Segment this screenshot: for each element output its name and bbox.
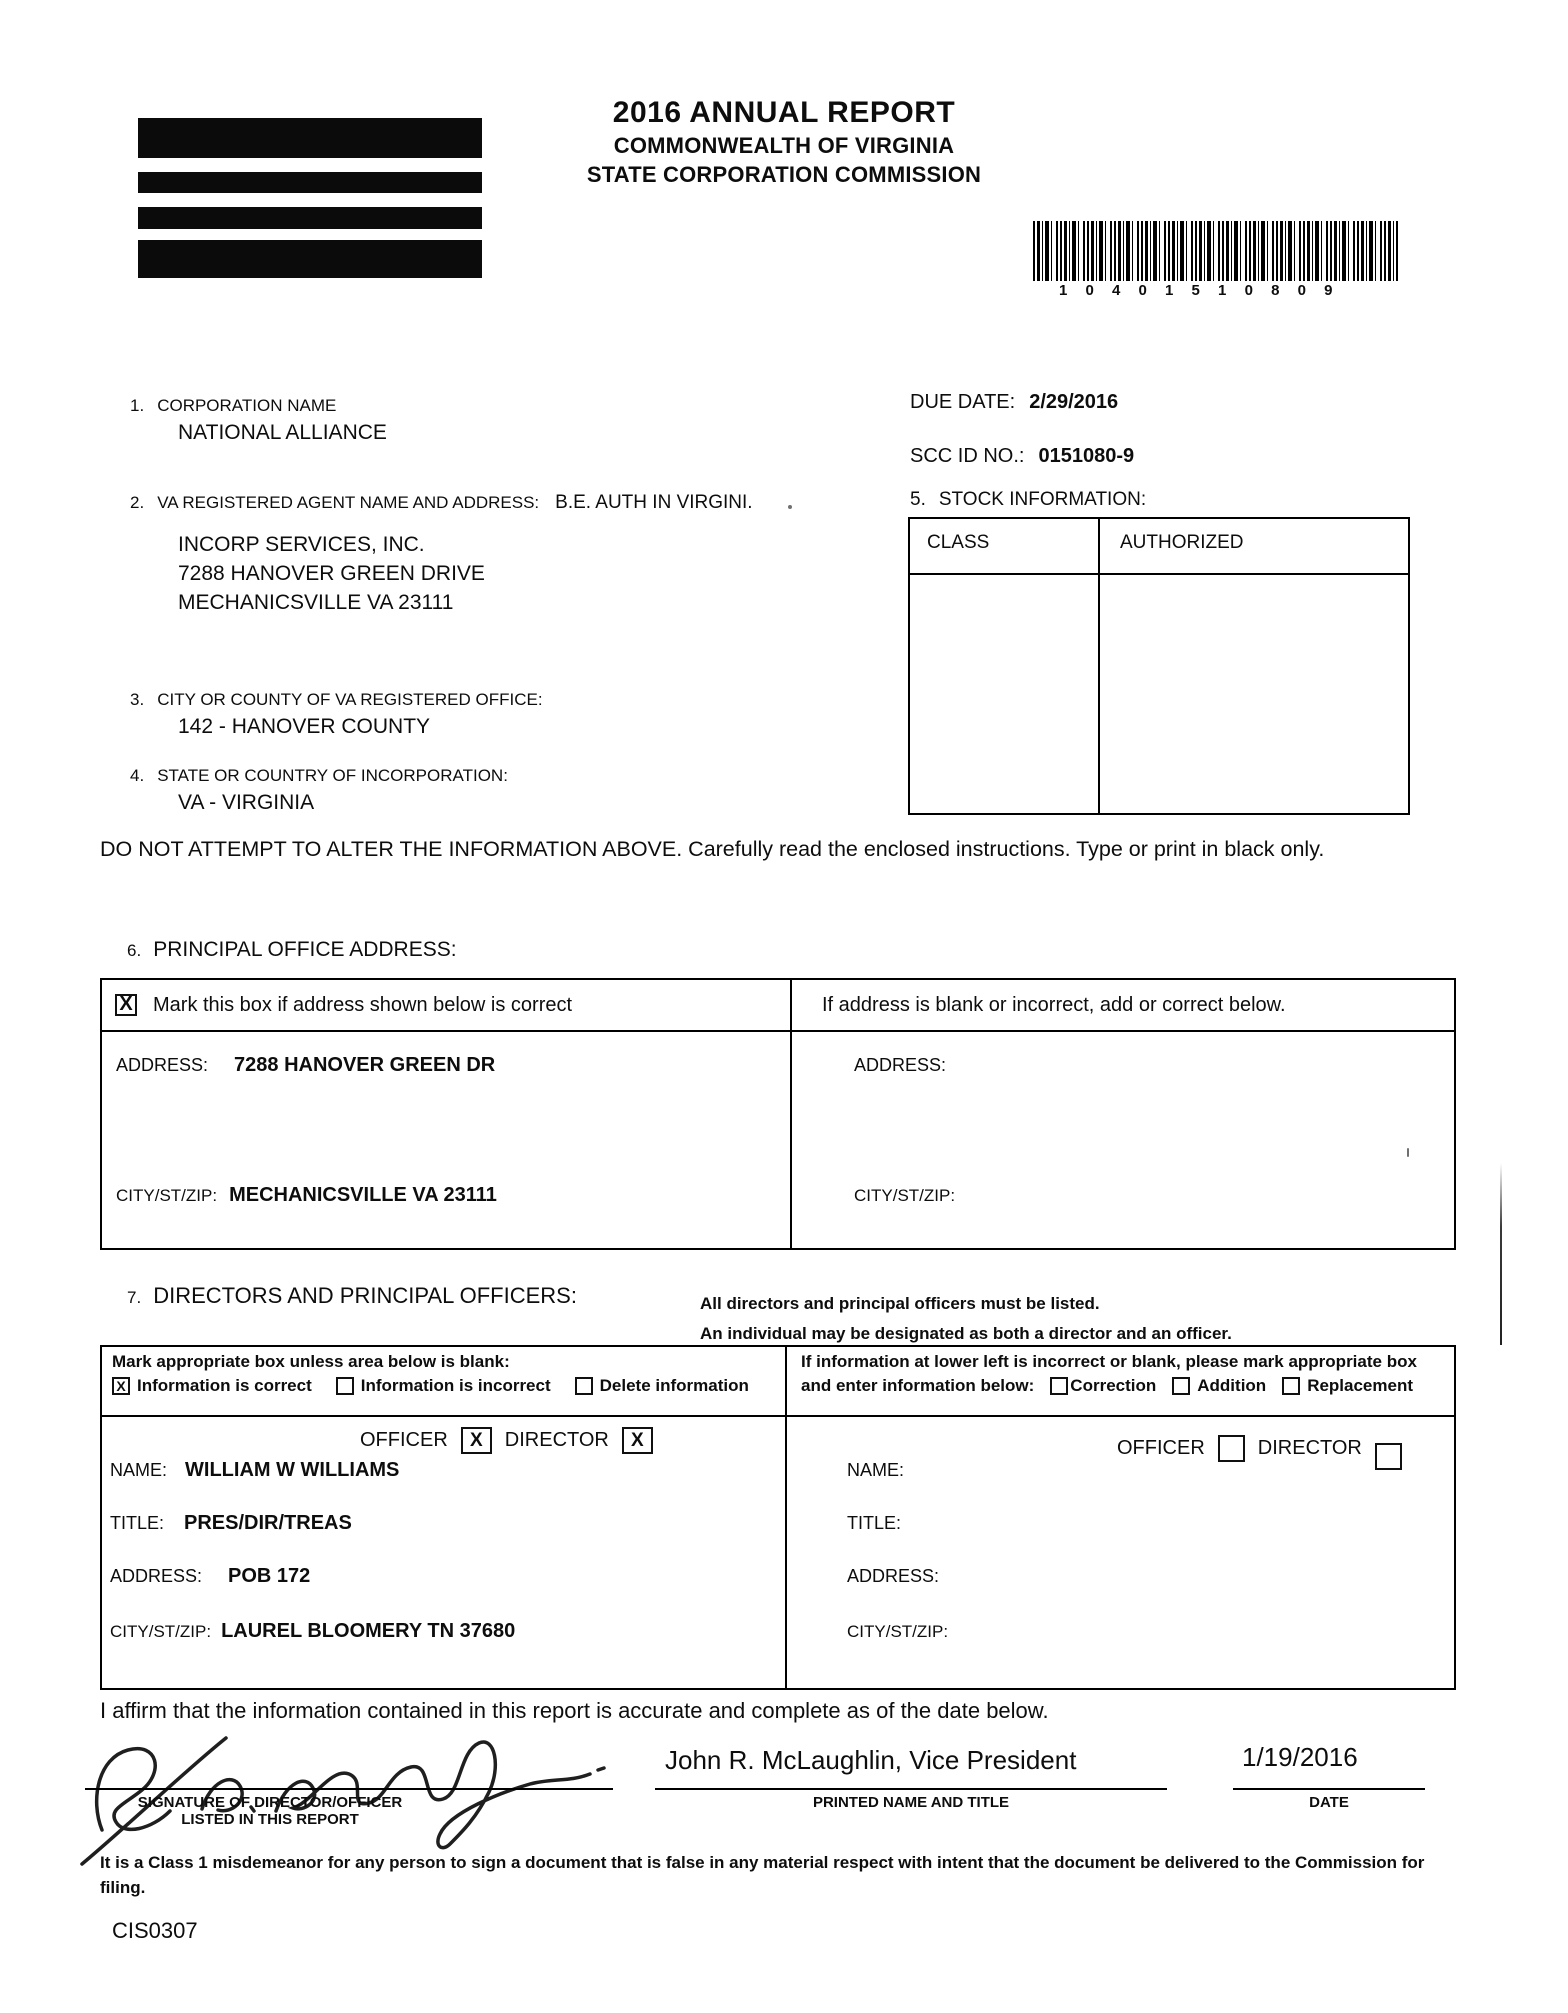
do-not-alter-notice: DO NOT ATTEMPT TO ALTER THE INFORMATION ABOVE. Carefully read the enclosed instructions. Type or print in black only. <box>100 837 1325 861</box>
city-st-zip-label: CITY/ST/ZIP: <box>116 1186 218 1205</box>
registered-office-label: CITY OR COUNTY OF VA REGISTERED OFFICE: <box>157 690 543 709</box>
section-number-7: 7. <box>127 1288 142 1307</box>
corrected-city-label: CITY/ST/ZIP: <box>854 1186 956 1205</box>
name-value: WILLIAM W WILLIAMS <box>185 1459 400 1481</box>
correction-label: Correction <box>1070 1376 1157 1395</box>
address-correction-header-cell <box>792 980 1454 1030</box>
name-row <box>110 1459 399 1482</box>
addition-checkbox[interactable] <box>1172 1377 1190 1395</box>
correction-options <box>801 1376 1454 1396</box>
officer-label: OFFICER <box>360 1429 448 1451</box>
printed-name-value: John R. McLaughlin, Vice President <box>665 1745 1077 1775</box>
address-row <box>116 1054 495 1077</box>
replacement-checkbox[interactable] <box>1282 1377 1300 1395</box>
correction-checkbox[interactable] <box>1050 1377 1068 1395</box>
stock-information-label: STOCK INFORMATION: <box>938 489 1147 510</box>
director-label: DIRECTOR <box>504 1429 609 1451</box>
signature-caption-line-1: SIGNATURE OF DIRECTOR/OFFICER <box>137 1794 403 1811</box>
scan-artifact-tick <box>1407 1148 1409 1157</box>
section-number-6: 6. <box>127 941 142 960</box>
agent-address-line: MECHANICSVILLE VA 23111 <box>178 591 454 614</box>
registered-agent-label: VA REGISTERED AGENT NAME AND ADDRESS: <box>157 493 540 512</box>
affirmation-statement: I affirm that the information contained in this report is accurate and complete as of the date below. <box>100 1698 1049 1723</box>
section-number-1: 1. <box>130 396 145 415</box>
directors-heading <box>127 1283 577 1309</box>
due-date-label: DUE DATE: <box>910 391 1016 413</box>
corrected-address-cell <box>792 1032 1454 1248</box>
directors-header-row <box>102 1347 1454 1417</box>
stock-table-header-row <box>910 519 1408 575</box>
info-correct-label: Information is correct <box>137 1376 312 1395</box>
name-label: NAME: <box>110 1460 168 1480</box>
address-correct-checkbox[interactable]: X <box>115 994 137 1016</box>
correction-header-2: and enter information below: <box>801 1376 1035 1395</box>
stock-authorized-header: AUTHORIZED <box>1120 532 1244 553</box>
new-name-label: NAME: <box>847 1460 905 1480</box>
principal-office-table <box>100 978 1456 1250</box>
signature-line <box>85 1788 613 1790</box>
printed-name-caption: PRINTED NAME AND TITLE <box>812 1794 1010 1811</box>
scan-artifact-line <box>1500 1163 1502 1345</box>
officer-address-label: ADDRESS: <box>110 1566 203 1586</box>
director-checkbox[interactable]: X <box>622 1427 653 1454</box>
principal-office-header-row <box>102 980 1454 1032</box>
stock-class-value <box>910 575 1100 813</box>
new-director-label: DIRECTOR <box>1257 1437 1362 1459</box>
signature-caption <box>100 1794 440 1828</box>
info-incorrect-checkbox[interactable] <box>336 1377 354 1395</box>
new-officer-director-line <box>1117 1427 1402 1470</box>
page-title: 2016 ANNUAL REPORT <box>612 96 956 129</box>
corporation-name-label-text: CORPORATION NAME <box>157 396 337 415</box>
barcode-icon <box>1033 221 1398 281</box>
printed-name-line <box>655 1788 1167 1790</box>
new-address-row <box>847 1565 965 1588</box>
delete-info-checkbox[interactable] <box>575 1377 593 1395</box>
barcode-block <box>1033 221 1398 299</box>
officer-checkbox[interactable]: X <box>461 1427 492 1454</box>
new-title-row <box>847 1512 927 1535</box>
stock-class-header: CLASS <box>910 519 1100 573</box>
address-correct-cell <box>102 980 792 1030</box>
scc-id-row <box>910 445 1134 468</box>
stock-information-heading <box>910 489 1146 511</box>
stock-table <box>908 517 1410 815</box>
city-st-zip-value: MECHANICSVILLE VA 23111 <box>229 1184 497 1206</box>
registered-agent-status: B.E. AUTH IN VIRGINI. <box>555 492 753 513</box>
registered-office-value: 142 - HANOVER COUNTY <box>178 715 431 738</box>
officer-director-line <box>360 1427 653 1454</box>
directors-note-1: All directors and principal officers must be listed. <box>700 1294 1100 1313</box>
agent-address-line: INCORP SERVICES, INC. <box>178 533 425 556</box>
date-caption: DATE <box>1309 1794 1349 1811</box>
title-value: PRES/DIR/TREAS <box>184 1512 352 1534</box>
due-date-row <box>910 391 1118 414</box>
due-date-value: 2/29/2016 <box>1029 391 1119 413</box>
listed-officer-cell <box>102 1417 787 1688</box>
address-value: 7288 HANOVER GREEN DR <box>234 1054 496 1076</box>
scc-id-label: SCC ID NO.: <box>910 445 1025 467</box>
date-line <box>1233 1788 1425 1790</box>
city-st-zip-row <box>116 1184 497 1207</box>
officer-city-label: CITY/ST/ZIP: <box>110 1622 212 1641</box>
corrected-address-row <box>854 1054 972 1077</box>
corrected-address-label: ADDRESS: <box>854 1055 947 1075</box>
directors-notes <box>700 1289 1232 1349</box>
incorporation-value: VA - VIRGINIA <box>178 791 315 814</box>
directors-body-row <box>102 1417 1454 1688</box>
section-number-3: 3. <box>130 690 145 709</box>
directors-note-2: An individual may be designated as both a director and an officer. <box>700 1324 1232 1343</box>
form-code: CIS0307 <box>112 1918 198 1943</box>
page-subtitle-1: COMMONWEALTH OF VIRGINIA <box>613 133 955 158</box>
info-incorrect-label: Information is incorrect <box>360 1376 551 1395</box>
signature-handwriting <box>78 1712 623 1872</box>
registered-agent-row <box>130 492 753 514</box>
corporation-name-label <box>130 396 336 416</box>
current-address-cell <box>102 1032 792 1248</box>
new-director-checkbox[interactable] <box>1375 1443 1402 1470</box>
stock-table-body-row <box>910 575 1408 813</box>
signature-caption-line-2: LISTED IN THIS REPORT <box>181 1811 359 1828</box>
incorporation-label: STATE OR COUNTRY OF INCORPORATION: <box>157 766 508 785</box>
mark-box-header: Mark appropriate box unless area below is blank: <box>112 1352 510 1371</box>
barcode-digits: 1 0 4 0 1 5 1 0 8 0 9 <box>1059 282 1340 299</box>
new-address-label: ADDRESS: <box>847 1566 940 1586</box>
officer-city-value: LAUREL BLOOMERY TN 37680 <box>221 1620 516 1642</box>
principal-office-heading <box>127 938 457 962</box>
addition-label: Addition <box>1197 1376 1267 1395</box>
new-officer-checkbox[interactable] <box>1218 1435 1245 1462</box>
new-officer-cell <box>787 1417 1454 1688</box>
redaction-bar <box>138 172 482 193</box>
mark-box-header-cell <box>102 1347 787 1415</box>
redaction-bar <box>138 240 482 278</box>
corporation-name-value: NATIONAL ALLIANCE <box>178 421 387 444</box>
section-number-2: 2. <box>130 493 145 512</box>
new-title-label: TITLE: <box>847 1513 902 1533</box>
registered-office-label-row <box>130 690 543 710</box>
principal-office-body-row <box>102 1032 1454 1248</box>
redaction-bar <box>138 118 482 158</box>
replacement-label: Replacement <box>1307 1376 1414 1395</box>
info-correct-checkbox[interactable]: X <box>112 1377 130 1395</box>
officer-address-value: POB 172 <box>228 1565 311 1587</box>
section-number-4: 4. <box>130 766 145 785</box>
form-header <box>434 96 1134 188</box>
correction-header-1: If information at lower left is incorrect or blank, please mark appropriate box <box>801 1352 1417 1371</box>
delete-info-label: Delete information <box>599 1376 749 1395</box>
address-label: ADDRESS: <box>116 1055 209 1075</box>
agent-address-line: 7288 HANOVER GREEN DRIVE <box>178 562 485 585</box>
stock-authorized-value <box>1100 575 1408 813</box>
directors-label: DIRECTORS AND PRINCIPAL OFFICERS: <box>153 1283 577 1308</box>
scc-id-value: 0151080-9 <box>1038 445 1135 467</box>
directors-table <box>100 1345 1456 1690</box>
new-city-row <box>847 1620 974 1643</box>
principal-office-label: PRINCIPAL OFFICE ADDRESS: <box>153 938 457 961</box>
scan-artifact-dot <box>788 505 792 509</box>
date-value: 1/19/2016 <box>1242 1742 1358 1772</box>
officer-city-row <box>110 1620 515 1643</box>
correction-header-cell <box>787 1347 1454 1415</box>
title-row <box>110 1512 352 1535</box>
address-correction-header: If address is blank or incorrect, add or correct below. <box>822 993 1286 1016</box>
new-officer-label: OFFICER <box>1117 1437 1205 1459</box>
officer-address-row <box>110 1565 310 1588</box>
incorporation-label-row <box>130 766 508 786</box>
page-subtitle-2: STATE CORPORATION COMMISSION <box>586 162 982 187</box>
new-city-label: CITY/ST/ZIP: <box>847 1622 949 1641</box>
address-correct-label: Mark this box if address shown below is correct <box>153 993 573 1016</box>
redaction-bar <box>138 207 482 229</box>
mark-box-options <box>112 1376 785 1396</box>
section-number-5: 5. <box>910 489 926 510</box>
misdemeanor-warning: It is a Class 1 misdemeanor for any person to sign a document that is false in any material respect with intent that the document be delivered to the Commission for filing. <box>100 1853 1425 1897</box>
corrected-city-row <box>854 1184 967 1207</box>
new-name-row <box>847 1459 930 1482</box>
registered-agent-address <box>178 530 485 617</box>
title-label: TITLE: <box>110 1513 165 1533</box>
